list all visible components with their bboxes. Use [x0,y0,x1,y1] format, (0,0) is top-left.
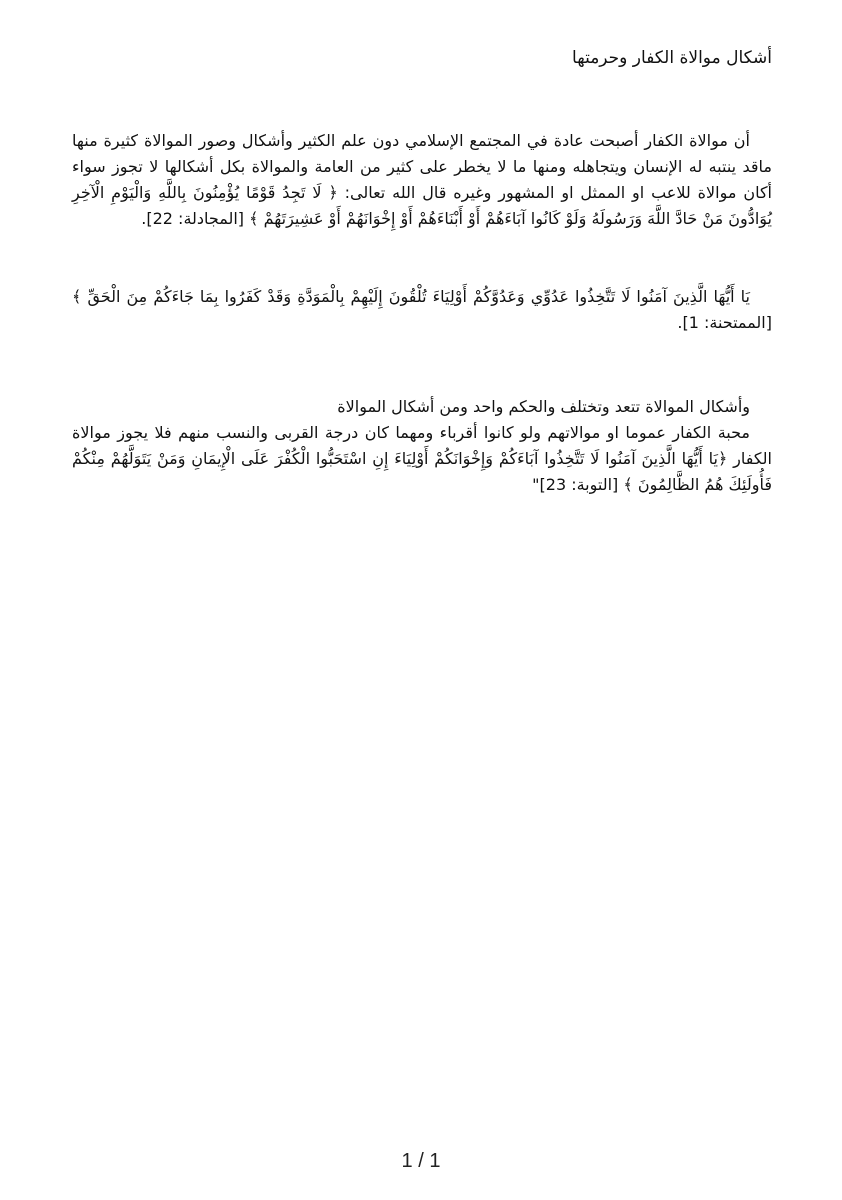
paragraph-4: محبة الكفار عموما او موالاتهم ولو كانوا أقرباء ومهما كان درجة القربى والنسب منهم فلا يجوز موالاة الكفار ﴿يَا أَيُّهَا الَّذِينَ آمَنُوا لَا تَتَّخِذُوا آبَاءَكُمْ وَإِخْوَانَكُمْ أَوْلِيَاءَ إِنِ اسْتَحَبُّوا الْكُفْرَ عَلَى الْإِيمَانِ وَمَنْ يَتَوَلَّهُمْ مِنْكُمْ فَأُولَئِكَ هُمُ الظَّالِمُونَ ﴾ [التوبة: 23]" [72,423,772,494]
paragraph-1: أن موالاة الكفار أصبحت عادة في المجتمع الإسلامي دون علم الكثير وأشكال وصور الموالاة كثيرة منها ماقد ينتبه له الإنسان ويتجاهله ومنها ما لا يخطر على كثير من العامة والموالاة بكل أشكالها لا تجوز سواء أكان موالاة للاعب او الممثل او المشهور وغيره قال الله تعالى: ﴿ لَا تَجِدُ قَوْمًا يُؤْمِنُونَ بِاللَّهِ وَالْيَوْمِ الْآخِرِ يُوَادُّونَ مَنْ حَادَّ اللَّهَ وَرَسُولَهُ وَلَوْ كَانُوا آبَاءَهُمْ أَوْ أَبْنَاءَهُمْ أَوْ إِخْوَانَهُمْ أَوْ عَشِيرَتَهُمْ ﴾ [المجادلة: 22]. [72,131,772,228]
paragraph-2-block [72,284,772,336]
paragraph-3-block [72,394,772,498]
page-number: 1 / 1 [401,1150,441,1172]
paragraph-3: وأشكال الموالاة تتعد وتختلف والحكم واحد ومن أشكال الموالاة [337,397,750,416]
paragraph-1-block [72,128,772,232]
paragraph-2: يَا أَيُّهَا الَّذِينَ آمَنُوا لَا تَتَّخِذُوا عَدُوِّي وَعَدُوَّكُمْ أَوْلِيَاءَ تُلْقُونَ إِلَيْهِمْ بِالْمَوَدَّةِ وَقَدْ كَفَرُوا بِمَا جَاءَكُمْ مِنَ الْحَقِّ ﴾ [الممتحنة: 1]. [72,287,772,332]
document-title: أشكال موالاة الكفار وحرمتها [572,48,772,68]
